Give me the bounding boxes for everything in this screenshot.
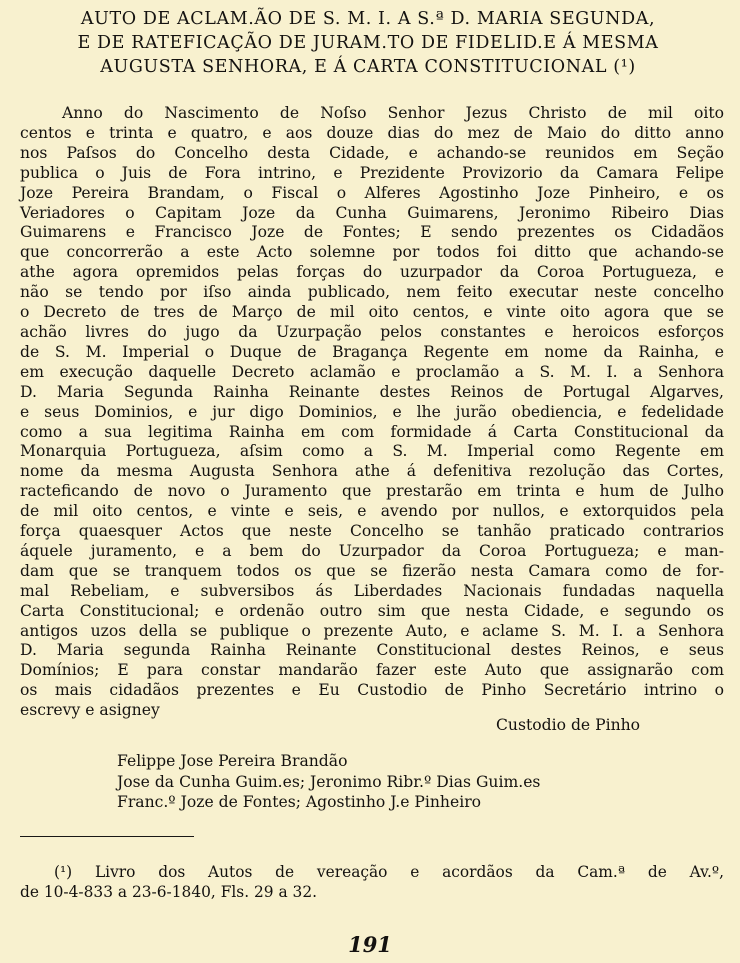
body-line: Carta Constitucional; e ordenão outro sim que nesta Cidade, e segundo os: [20, 601, 724, 620]
body-line: D. Maria Segunda Rainha Reinante destes Reinos de Portugal Algarves,: [20, 382, 724, 401]
body-line: centos e trinta e quatro, e aos douze dias do mez de Maio do ditto anno: [20, 123, 724, 142]
body-line: antigos uzos della se publique o prezente Auto, e aclame S. M. I. a Senhora: [20, 621, 724, 640]
signatories-list: [117, 751, 540, 813]
body-line: escrevy e asigney: [20, 701, 160, 720]
author-signature: Custodio de Pinho: [496, 716, 641, 734]
body-line: e seus Dominios, e jur digo Dominios, e lhe jurão obediencia, e fedelidade: [20, 402, 724, 421]
body-paragraph: [20, 104, 724, 721]
body-line: que concorrerão a este Acto solemne por todos foi ditto que achando-se: [20, 243, 724, 262]
body-line: Veriadores o Capitam Joze da Cunha Guimarens, Jeronimo Ribeiro Dias: [20, 203, 724, 222]
body-line: D. Maria segunda Rainha Reinante Constitucional destes Reinos, e seus: [20, 641, 724, 660]
body-line: de mil oito centos, e vinte e seis, e avendo por nullos, e extorquidos pela: [20, 502, 724, 521]
body-line: de S. M. Imperial o Duque de Bragança Regente em nome da Rainha, e: [20, 342, 724, 361]
document-title: [12, 7, 724, 79]
footnote-divider: [20, 836, 194, 837]
body-line: o Decreto de tres de Março de mil oito centos, e vinte oito agora que se: [20, 303, 724, 322]
body-line: Monarquia Portugueza, aſsim como a S. M. Imperial como Regente em: [20, 442, 724, 461]
body-line: áquele juramento, e a bem do Uzurpador da Coroa Portugueza; e man-: [20, 541, 724, 560]
body-line: nome da mesma Augusta Senhora athe á defenitiva rezolução das Cortes,: [20, 462, 724, 481]
title-line: AUTO DE ACLAM.ÃO DE S. M. I. A S.ª D. MARIA SEGUNDA,: [80, 9, 656, 29]
signatory-line: Franc.º Joze de Fontes; Agostinho J.e Pinheiro: [117, 793, 482, 811]
body-line: Joze Pereira Brandam, o Fiscal o Alferes Agostinho Joze Pinheiro, e os: [20, 183, 724, 202]
body-line: nos Paſsos do Concelho desta Cidade, e achando-se reunidos em Seção: [20, 143, 724, 162]
page-number: 191: [348, 932, 392, 957]
body-line: força quaesquer Actos que neste Concelho se tanhão praticado contrarios: [20, 522, 724, 541]
signatory-line: Felippe Jose Pereira Brandão: [117, 752, 348, 770]
signatory-line: Jose da Cunha Guim.es; Jeronimo Ribr.º Dias Guim.es: [117, 772, 541, 791]
body-line: dam que se tranquem todos os que se fizerão nesta Camara como de for-: [20, 561, 724, 580]
body-line: Domínios; E para constar mandarão fazer este Auto que assignarão com: [20, 661, 724, 680]
body-line: Guimarens e Francisco Joze de Fontes; E sendo prezentes os Cidadãos: [20, 223, 724, 242]
body-line: achão livres do jugo da Uzurpação pelos constantes e heroicos esforços: [20, 322, 724, 341]
body-line: athe agora opremidos pelas forças do uzurpador da Coroa Portugueza, e: [20, 263, 724, 282]
body-line: Anno do Nascimento de Noſso Senhor Jezus Christo de mil oito: [62, 104, 724, 122]
body-line: publica o Juis de Fora intrino, e Prezidente Provizorio da Camara Felipe: [20, 163, 724, 182]
title-line: AUGUSTA SENHORA, E Á CARTA CONSTITUCIONAL (¹): [100, 57, 636, 77]
footnote: [20, 862, 724, 902]
footnote-line: (¹) Livro dos Autos de vereação e acordãos da Cam.ª de Av.º,: [54, 863, 724, 881]
body-line: mal Rebeliam, e subversibos ás Liberdades Nacionais fundadas naquella: [20, 581, 724, 600]
body-line: racteficando de novo o Juramento que prestarão em trinta e hum de Julho: [20, 482, 724, 501]
footnote-line: de 10-4-833 a 23-6-1840, Fls. 29 a 32.: [20, 883, 317, 901]
body-line: como a sua legitima Rainha em com formidade á Carta Constitucional da: [20, 422, 724, 441]
body-line: não se tendo por iſso ainda publicado, nem feito executar neste concelho: [20, 283, 724, 302]
title-line: E DE RATEFICAÇÃO DE JURAM.TO DE FIDELID.E Á MESMA: [77, 33, 659, 53]
body-line: os mais cidadãos prezentes e Eu Custodio de Pinho Secretário intrino o: [20, 681, 724, 700]
body-line: em execução daquelle Decreto aclamão e proclamão a S. M. I. a Senhora: [20, 362, 724, 381]
